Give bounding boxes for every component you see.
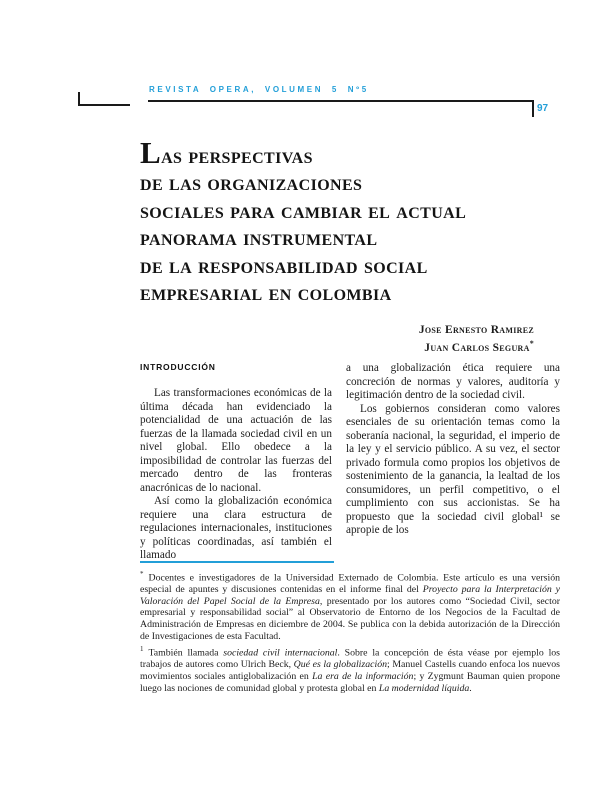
footnote-separator-rule: [140, 561, 334, 563]
footnote-marker: 1: [140, 645, 144, 654]
title-line: de las organizaciones: [140, 170, 363, 196]
body-column-left: [140, 362, 332, 563]
author-name-text: Juan Carlos Segura: [424, 341, 530, 354]
footnote-author-note: [140, 569, 560, 642]
page-number: 97: [537, 103, 549, 114]
article-title: [140, 135, 570, 306]
header-rule: [148, 100, 534, 117]
body-column-right: [346, 362, 560, 563]
title-line: panorama instrumental: [140, 225, 378, 251]
footnote-text: Docentes e investigadores de la Universidad Externado de Colombia. Este artículo es una versión especial de apuntes y discusiones contenidas en el informe final del Proyecto para la Interpretación y Valoración del Papel Social de la Empresa, presentado por los autores como “Sociedad Civil, sector empresarial y responsabilidad social” al Observatorio de Entorno de los Negocios de la Facultad de Administración de Empresas en diciembre de 2004. Se publica con la debida autorización de la Dirección de Investigaciones de esta Facultad.: [140, 572, 560, 642]
article-body: [140, 362, 560, 563]
author-list: [140, 319, 534, 355]
footnotes-block: [140, 569, 560, 697]
author-name: [140, 337, 534, 355]
title-line: Las perspectivas: [140, 135, 313, 170]
author-name: [140, 319, 534, 337]
journal-running-header: REVISTA OPERA, VOLUMEN 5 Nº5: [149, 85, 369, 94]
header-left-bracket: [78, 92, 130, 106]
body-paragraph: Así como la globalización económica requiere una clara estructura de regulaciones internacionales, instituciones y políticas coordinadas, así también el llamado: [140, 495, 332, 561]
author-name-text: Jose Ernesto Ramirez: [418, 323, 534, 336]
author-note-marker: *: [529, 338, 534, 348]
body-paragraph: Los gobiernos consideran como valores esenciales de su orientación temas como la soberanía nacional, la seguridad, el imperio de la ley y el servicio público. A su vez, el sector privado formula como propios los objetivos de sostenimiento de la ganancia, la lealtad de los consumidores, un perfil competitivo, o el cumplimiento con sus accionistas. Se ha propuesto que la sociedad civil global¹ se apropie de los: [346, 402, 560, 536]
section-heading-introduccion: INTRODUCCIÓN: [140, 362, 216, 372]
title-line: sociales para cambiar el actual: [140, 197, 467, 223]
footnote-marker: *: [140, 570, 144, 578]
body-paragraph: a una globalización ética requiere una concreción de normas y valores, auditoría y legitimación dentro de la sociedad civil.: [346, 362, 560, 401]
footnote-text: También llamada sociedad civil internacional. Sobre la concepción de ésta véase por ejemplo los trabajos de autores como Ulrich Beck, Qué es la globalización; Manuel Castells cuando enfoca los nuevos movimientos sociales antiglobalización en La era de la información; y Zygmunt Bauman quien propone luego las nociones de comunidad global y protesta global en La modernidad líquida.: [140, 647, 560, 694]
footnote-1: [140, 644, 560, 694]
title-line: de la responsabilidad social: [140, 252, 428, 278]
title-line: empresarial en colombia: [140, 280, 392, 306]
body-paragraph: Las transformaciones económicas de la última década han evidenciado la potencialidad de una actuación de las fuerzas de la llamada sociedad civil en un nivel global. Ello obedece a la imposibilidad de controlar las fuerzas del mercado dentro de las fronteras anacrónicas de lo nacional.: [140, 387, 332, 494]
